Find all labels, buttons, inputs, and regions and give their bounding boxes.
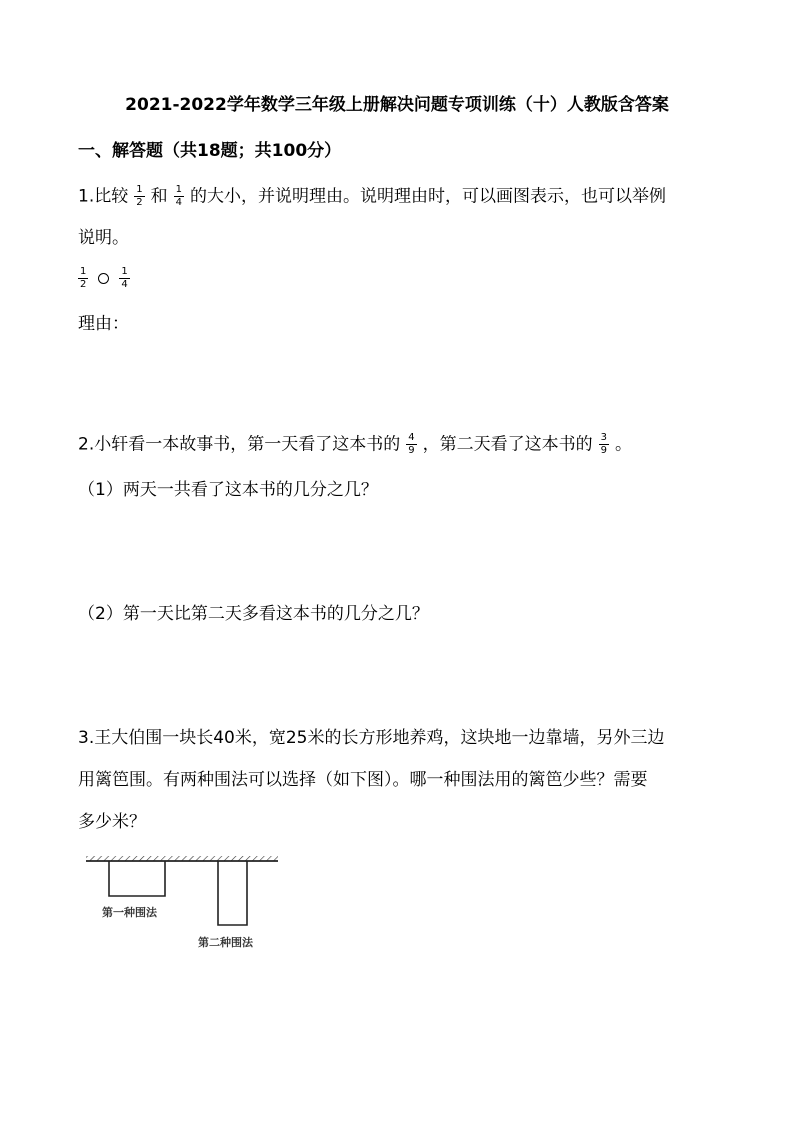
fraction-one-quarter: $\frac{1}{4}$ [175, 184, 182, 208]
question-2-sub-1: （1）两天一共看了这本书的几分之几？ [78, 480, 378, 500]
question-3-line-1: 3.王大伯围一块长40米，宽25米的长方形地养鸡，这块地一边靠墙，另外三边 [78, 728, 665, 748]
compare-fraction-right: $\frac{1}{4}$ [121, 266, 128, 290]
question-1-line-1 [78, 184, 666, 209]
question-1-line-2: 说明。 [78, 228, 129, 248]
q1-suffix: 的大小，并说明理由。说明理由时，可以画图表示，也可以举例 [189, 186, 666, 207]
label-first-method: 第一种围法 [102, 906, 157, 919]
q2-suffix: 。 [614, 434, 632, 455]
q1-prefix: 1.比较 [78, 186, 129, 207]
section-heading: 一、解答题（共18题；共100分） [78, 141, 342, 161]
q2-prefix: 2.小轩看一本故事书，第一天看了这本书的 [78, 434, 401, 455]
label-second-method: 第二种围法 [198, 936, 253, 949]
question-3-line-2: 用篱笆围。有两种围法可以选择（如下图）。哪一种围法用的篱笆少些？需要 [78, 770, 648, 790]
question-2-sub-2: （2）第一天比第二天多看这本书的几分之几？ [78, 604, 429, 624]
first-enclosure [109, 861, 165, 896]
compare-fraction-left: $\frac{1}{2}$ [80, 266, 87, 290]
comparison-blank-circle[interactable] [98, 273, 109, 284]
page-title: 2021-2022学年数学三年级上册解决问题专项训练（十）人教版含答案 [125, 95, 669, 115]
question-3-line-3: 多少米？ [78, 812, 146, 832]
second-enclosure [218, 861, 247, 925]
fraction-one-half: $\frac{1}{2}$ [136, 184, 143, 208]
fraction-four-ninths: $\frac{4}{9}$ [408, 432, 415, 456]
q1-and: 和 [150, 186, 168, 207]
question-2-line [78, 432, 632, 457]
comparison-row [72, 266, 136, 291]
fence-diagram [84, 852, 284, 952]
reason-label: 理由： [78, 314, 129, 334]
q2-middle: ，第二天看了这本书的 [422, 434, 593, 455]
fraction-three-ninths: $\frac{3}{9}$ [600, 432, 607, 456]
